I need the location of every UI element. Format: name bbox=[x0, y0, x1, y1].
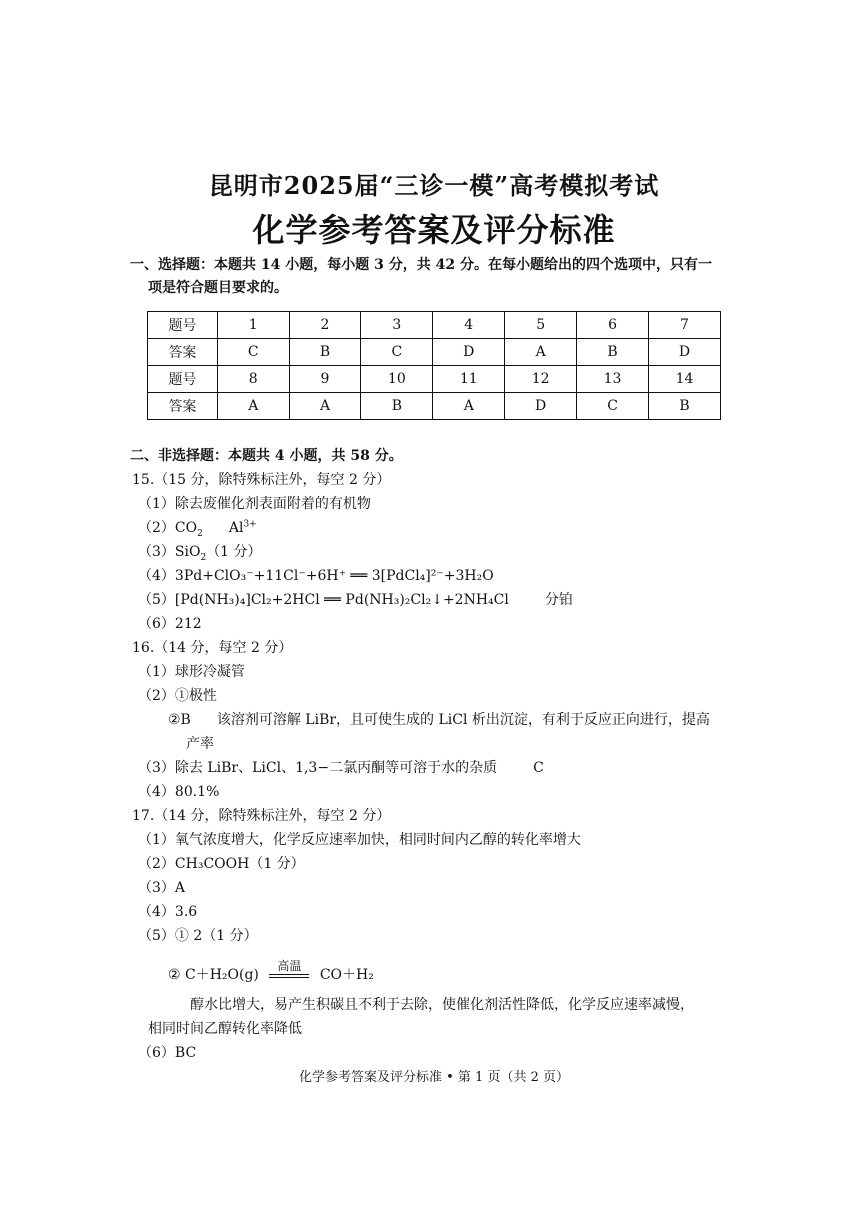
section2-heading: 二、非选择题：本题共 4 小题，共 58 分。 bbox=[130, 448, 403, 464]
section1-heading: 一、选择题：本题共 14 小题，每小题 3 分，共 42 分。在每小题给出的四个选项中，只有一 bbox=[130, 257, 712, 273]
answer-table bbox=[147, 311, 721, 420]
q17-answer-5b: ② C＋H₂O(g) 高温 CO＋H₂ bbox=[168, 964, 374, 986]
answer-table-cell: 6 bbox=[577, 312, 649, 339]
exam-title: 昆明市2025届“三诊一模”高考模拟考试 bbox=[208, 171, 660, 200]
answer-table-cell: C bbox=[577, 393, 649, 420]
answer-table-cell: 3 bbox=[361, 312, 433, 339]
answer-table-row-label: 答案 bbox=[148, 393, 218, 420]
answer-table-cell: C bbox=[217, 339, 289, 366]
answer-table-row bbox=[148, 339, 721, 366]
q17-answer-4: （4）3.6 bbox=[138, 904, 198, 920]
answer-table-cell: D bbox=[505, 393, 577, 420]
page-footer: 化学参考答案及评分标准 • 第 1 页（共 2 页） bbox=[298, 1070, 569, 1085]
answer-table-cell: A bbox=[217, 393, 289, 420]
q16-header: 16.（14 分，每空 2 分） bbox=[132, 640, 293, 656]
answer-table-row bbox=[148, 366, 721, 393]
q16-answer-1: （1）球形冷凝管 bbox=[138, 664, 245, 680]
document-title: 化学参考答案及评分标准 bbox=[252, 211, 616, 249]
answer-table-cell: D bbox=[433, 339, 505, 366]
reaction-condition-arrow: 高温 bbox=[267, 964, 311, 986]
q17-header: 17.（14 分，除特殊标注外，每空 2 分） bbox=[132, 808, 391, 824]
answer-table-cell: 10 bbox=[361, 366, 433, 393]
q15-answer-1: （1）除去废催化剂表面附着的有机物 bbox=[138, 496, 371, 512]
section1-heading-cont: 项是符合题目要求的。 bbox=[148, 280, 288, 296]
answer-table-cell: B bbox=[649, 393, 721, 420]
answer-table-cell: 9 bbox=[289, 366, 361, 393]
q16-answer-2b-cont: 产率 bbox=[186, 736, 214, 752]
answer-table-cell: 11 bbox=[433, 366, 505, 393]
q15-answer-2: $(2)CO_2$ $Al^{3+}$ bbox=[138, 519, 257, 539]
equation-pd-dissolution: 3Pd+ClO₃⁻+11Cl⁻+6H⁺ ══ 3[PdCl₄]²⁻+3H₂O bbox=[174, 568, 494, 584]
answer-table-cell: B bbox=[361, 393, 433, 420]
q15-answer-4: （4）3Pd+ClO₃⁻+11Cl⁻+6H⁺ ══ 3[PdCl₄]²⁻+3H₂O bbox=[138, 568, 494, 584]
answer-table-cell: A bbox=[289, 393, 361, 420]
q17-answer-5c: 醇水比增大，易产生积碳且不利于去除，使催化剂活性降低，化学反应速率减慢， bbox=[190, 997, 694, 1013]
q17-answer-2: （2）CH₃COOH（1 分） bbox=[138, 856, 305, 872]
q17-answer-6: （6）BC bbox=[138, 1045, 197, 1061]
q15-answer-5: （5）[Pd(NH₃)₄]Cl₂+2HCl ══ Pd(NH₃)₂Cl₂↓+2NH₄Cl 分铂 bbox=[138, 592, 573, 608]
answer-table-cell: A bbox=[505, 339, 577, 366]
answer-table-row bbox=[148, 312, 721, 339]
q15-header: 15.（15 分，除特殊标注外，每空 2 分） bbox=[132, 472, 391, 488]
answer-table-row-label: 题号 bbox=[148, 366, 218, 393]
answer-table-row-label: 题号 bbox=[148, 312, 218, 339]
q16-answer-4: （4）80.1% bbox=[138, 784, 220, 800]
q16-answer-2b: ②B 该溶剂可溶解 LiBr，且可使生成的 LiCl 析出沉淀，有利于反应正向进行，提高 bbox=[168, 712, 710, 728]
answer-table-cell: 1 bbox=[217, 312, 289, 339]
answer-table-cell: 2 bbox=[289, 312, 361, 339]
q17-answer-3: （3）A bbox=[138, 880, 186, 896]
answer-table-cell: D bbox=[649, 339, 721, 366]
q15-answer-6: （6）212 bbox=[138, 616, 202, 632]
answer-table-cell: B bbox=[577, 339, 649, 366]
answer-table-cell: 5 bbox=[505, 312, 577, 339]
answer-table-cell: 8 bbox=[217, 366, 289, 393]
q16-answer-2: （2）①极性 bbox=[138, 688, 217, 704]
equation-pd-precipitation: [Pd(NH₃)₄]Cl₂+2HCl ══ Pd(NH₃)₂Cl₂↓+2NH₄Cl bbox=[174, 592, 509, 608]
answer-table-cell: 7 bbox=[649, 312, 721, 339]
answer-table-row-label: 答案 bbox=[148, 339, 218, 366]
answer-table-cell: 4 bbox=[433, 312, 505, 339]
answer-table-cell: 13 bbox=[577, 366, 649, 393]
answer-table-cell: 12 bbox=[505, 366, 577, 393]
q16-answer-3: （3）除去 LiBr、LiCl、1,3−二氯丙酮等可溶于水的杂质 C bbox=[138, 760, 544, 776]
q17-answer-5c-cont: 相同时间乙醇转化率降低 bbox=[148, 1021, 302, 1037]
q17-answer-5: （5）① 2（1 分） bbox=[138, 928, 258, 944]
answer-table-cell: B bbox=[289, 339, 361, 366]
q15-answer-3: （3）SiO$_2$（1 分） bbox=[138, 544, 262, 563]
q17-answer-1: （1）氧气浓度增大，化学反应速率加快，相同时间内乙醇的转化率增大 bbox=[138, 832, 581, 848]
answer-table-cell: 14 bbox=[649, 366, 721, 393]
answer-table-row bbox=[148, 393, 721, 420]
answer-table-cell: A bbox=[433, 393, 505, 420]
answer-table-cell: C bbox=[361, 339, 433, 366]
